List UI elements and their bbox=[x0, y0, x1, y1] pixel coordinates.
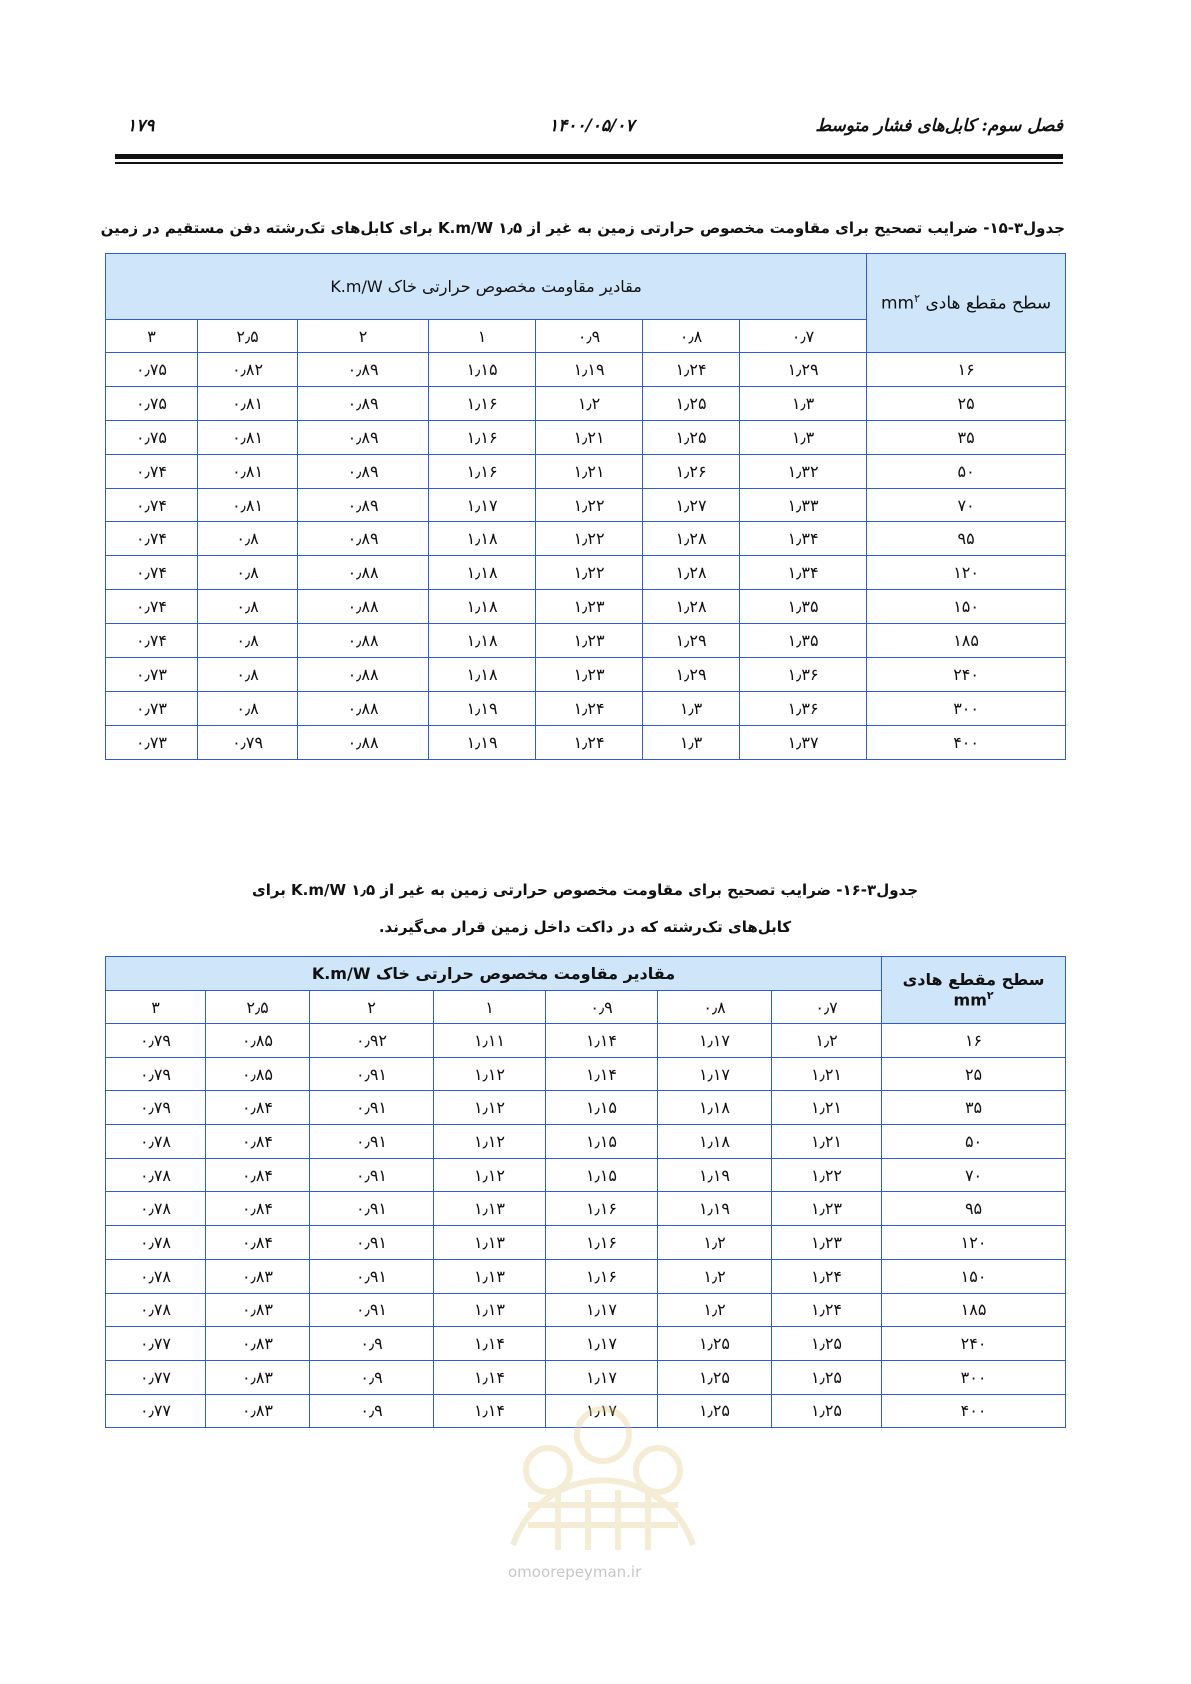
value-cell: ۱٫۳۷ bbox=[740, 725, 867, 759]
size-cell: ۷۰ bbox=[867, 488, 1066, 522]
value-cell: ۰٫۸۱ bbox=[198, 454, 298, 488]
value-cell: ۰٫۸۳ bbox=[206, 1293, 310, 1327]
page-header bbox=[115, 108, 1063, 148]
value-cell: ۱٫۳۴ bbox=[740, 522, 867, 556]
table-row bbox=[106, 1259, 1066, 1293]
value-cell: ۱٫۳۳ bbox=[740, 488, 867, 522]
value-cell: ۱٫۳ bbox=[740, 386, 867, 420]
value-cell: ۱٫۱۲ bbox=[434, 1125, 546, 1159]
size-cell: ۵۰ bbox=[867, 454, 1066, 488]
value-cell: ۱٫۱۷ bbox=[429, 488, 536, 522]
value-cell: ۱٫۱۳ bbox=[434, 1259, 546, 1293]
value-cell: ۱٫۱۸ bbox=[658, 1125, 772, 1159]
value-cell: ۰٫۸ bbox=[198, 624, 298, 658]
value-cell: ۰٫۸۹ bbox=[298, 386, 429, 420]
value-cell: ۱٫۱۵ bbox=[546, 1125, 658, 1159]
value-cell: ۰٫۷۵ bbox=[106, 420, 198, 454]
value-cell: ۱٫۲۳ bbox=[536, 624, 643, 658]
value-cell: ۱٫۱۳ bbox=[434, 1192, 546, 1226]
value-cell: ۱٫۲ bbox=[658, 1226, 772, 1260]
value-cell: ۰٫۷۷ bbox=[106, 1360, 206, 1394]
header-rule-thin bbox=[115, 162, 1063, 164]
value-cell: ۰٫۸۴ bbox=[206, 1158, 310, 1192]
value-cell: ۰٫۷۹ bbox=[106, 1057, 206, 1091]
value-cell: ۱٫۲۵ bbox=[772, 1327, 882, 1361]
value-cell: ۰٫۷۸ bbox=[106, 1293, 206, 1327]
value-cell: ۱٫۲۳ bbox=[536, 590, 643, 624]
table1-column-header: ۱ bbox=[429, 320, 536, 353]
value-cell: ۱٫۱۸ bbox=[429, 590, 536, 624]
value-cell: ۱٫۱۷ bbox=[658, 1057, 772, 1091]
table2-size-unit-sup: ۲ bbox=[986, 989, 994, 1003]
header-date: ۱۴۰۰/۰۵/۰۷ bbox=[549, 116, 635, 136]
value-cell: ۰٫۸۴ bbox=[206, 1091, 310, 1125]
table-row bbox=[106, 1024, 1066, 1058]
value-cell: ۰٫۹۱ bbox=[310, 1091, 434, 1125]
table2 bbox=[105, 956, 1066, 1428]
value-cell: ۱٫۳ bbox=[643, 691, 740, 725]
table2-column-header: ۳ bbox=[106, 991, 206, 1024]
value-cell: ۱٫۱۵ bbox=[546, 1158, 658, 1192]
value-cell: ۰٫۸۲ bbox=[198, 353, 298, 387]
value-cell: ۰٫۷۹ bbox=[106, 1091, 206, 1125]
value-cell: ۱٫۱۴ bbox=[434, 1360, 546, 1394]
value-cell: ۱٫۲۸ bbox=[643, 522, 740, 556]
value-cell: ۰٫۷۵ bbox=[106, 386, 198, 420]
size-cell: ۱۸۵ bbox=[867, 624, 1066, 658]
value-cell: ۰٫۹۱ bbox=[310, 1158, 434, 1192]
value-cell: ۰٫۸ bbox=[198, 556, 298, 590]
value-cell: ۰٫۷۴ bbox=[106, 522, 198, 556]
value-cell: ۱٫۳۵ bbox=[740, 624, 867, 658]
table-row bbox=[106, 1158, 1066, 1192]
size-cell: ۲۵ bbox=[867, 386, 1066, 420]
table2-body bbox=[106, 1024, 1066, 1428]
table-row bbox=[106, 1327, 1066, 1361]
value-cell: ۰٫۷۴ bbox=[106, 590, 198, 624]
table1-column-header: ۲٫۵ bbox=[198, 320, 298, 353]
value-cell: ۱٫۲۱ bbox=[772, 1125, 882, 1159]
value-cell: ۰٫۸۸ bbox=[298, 658, 429, 692]
value-cell: ۰٫۷۵ bbox=[106, 353, 198, 387]
value-cell: ۱٫۱۷ bbox=[546, 1327, 658, 1361]
size-cell: ۳۵ bbox=[882, 1091, 1066, 1125]
value-cell: ۱٫۱۲ bbox=[434, 1158, 546, 1192]
value-cell: ۰٫۹۲ bbox=[310, 1024, 434, 1058]
value-cell: ۱٫۱۶ bbox=[546, 1259, 658, 1293]
table2-column-header: ۱ bbox=[434, 991, 546, 1024]
value-cell: ۱٫۲۲ bbox=[536, 556, 643, 590]
size-cell: ۱۶ bbox=[867, 353, 1066, 387]
value-cell: ۰٫۸۱ bbox=[198, 488, 298, 522]
value-cell: ۱٫۲۹ bbox=[740, 353, 867, 387]
value-cell: ۰٫۷۴ bbox=[106, 556, 198, 590]
value-cell: ۱٫۱۹ bbox=[658, 1192, 772, 1226]
value-cell: ۱٫۱۷ bbox=[546, 1394, 658, 1428]
value-cell: ۱٫۲۷ bbox=[643, 488, 740, 522]
table-row bbox=[106, 691, 1066, 725]
value-cell: ۱٫۳ bbox=[740, 420, 867, 454]
value-cell: ۰٫۸۴ bbox=[206, 1125, 310, 1159]
table1-size-label: سطح مقطع هادی bbox=[925, 293, 1052, 314]
value-cell: ۱٫۱۶ bbox=[429, 454, 536, 488]
size-cell: ۹۵ bbox=[882, 1192, 1066, 1226]
value-cell: ۰٫۹ bbox=[310, 1394, 434, 1428]
value-cell: ۱٫۲۳ bbox=[772, 1192, 882, 1226]
value-cell: ۱٫۳۶ bbox=[740, 658, 867, 692]
value-cell: ۰٫۹ bbox=[310, 1327, 434, 1361]
size-cell: ۵۰ bbox=[882, 1125, 1066, 1159]
value-cell: ۱٫۲۵ bbox=[643, 386, 740, 420]
value-cell: ۰٫۹۱ bbox=[310, 1192, 434, 1226]
value-cell: ۱٫۲۱ bbox=[536, 420, 643, 454]
value-cell: ۰٫۸۳ bbox=[206, 1394, 310, 1428]
value-cell: ۰٫۹۱ bbox=[310, 1057, 434, 1091]
table-row bbox=[106, 522, 1066, 556]
table2-group-header: مقادیر مقاومت مخصوص حرارتی خاک K.m/W bbox=[106, 957, 882, 991]
value-cell: ۰٫۸۳ bbox=[206, 1327, 310, 1361]
value-cell: ۰٫۹۱ bbox=[310, 1259, 434, 1293]
table1-caption: جدول۳-۱۵- ضرایب تصحیح برای مقاومت مخصوص حرارتی زمین به غیر از K.m/W ۱٫۵ برای کابل‌های تک‌رشته دفن مستقیم در زمین bbox=[100, 219, 1065, 237]
table1-column-header: ۰٫۹ bbox=[536, 320, 643, 353]
table1-size-unit-sup: ۲ bbox=[914, 292, 921, 306]
chapter-title: فصل سوم: کابل‌های فشار متوسط bbox=[815, 116, 1063, 136]
value-cell: ۱٫۱۴ bbox=[546, 1024, 658, 1058]
value-cell: ۰٫۷۹ bbox=[198, 725, 298, 759]
table2-caption-line1: جدول۳-۱۶- ضرایب تصحیح برای مقاومت مخصوص حرارتی زمین به غیر از K.m/W ۱٫۵ برای bbox=[251, 881, 919, 899]
table1-group-header: مقادیر مقاومت مخصوص حرارتی خاک K.m/W bbox=[106, 254, 867, 320]
value-cell: ۱٫۱۸ bbox=[658, 1091, 772, 1125]
value-cell: ۰٫۹۱ bbox=[310, 1293, 434, 1327]
value-cell: ۱٫۲۹ bbox=[643, 624, 740, 658]
value-cell: ۱٫۲۱ bbox=[772, 1057, 882, 1091]
value-cell: ۰٫۸۹ bbox=[298, 488, 429, 522]
table2-size-label: سطح مقطع هادی bbox=[902, 970, 1045, 990]
value-cell: ۰٫۷۳ bbox=[106, 658, 198, 692]
table-row bbox=[106, 488, 1066, 522]
table-row bbox=[106, 1226, 1066, 1260]
table-row bbox=[106, 420, 1066, 454]
value-cell: ۱٫۱۶ bbox=[546, 1192, 658, 1226]
value-cell: ۰٫۸۹ bbox=[298, 522, 429, 556]
value-cell: ۱٫۱۷ bbox=[658, 1024, 772, 1058]
size-cell: ۷۰ bbox=[882, 1158, 1066, 1192]
value-cell: ۱٫۲۳ bbox=[536, 658, 643, 692]
value-cell: ۰٫۸ bbox=[198, 590, 298, 624]
table2-column-header: ۰٫۸ bbox=[658, 991, 772, 1024]
value-cell: ۱٫۲۳ bbox=[772, 1226, 882, 1260]
table1-column-header: ۳ bbox=[106, 320, 198, 353]
size-cell: ۴۰۰ bbox=[867, 725, 1066, 759]
value-cell: ۱٫۱۳ bbox=[434, 1226, 546, 1260]
value-cell: ۱٫۱۹ bbox=[429, 691, 536, 725]
size-cell: ۲۴۰ bbox=[867, 658, 1066, 692]
value-cell: ۰٫۸ bbox=[198, 658, 298, 692]
value-cell: ۱٫۲۵ bbox=[772, 1360, 882, 1394]
value-cell: ۱٫۱۸ bbox=[429, 556, 536, 590]
value-cell: ۰٫۷۴ bbox=[106, 624, 198, 658]
value-cell: ۱٫۱۲ bbox=[434, 1091, 546, 1125]
table1-column-header: ۲ bbox=[298, 320, 429, 353]
value-cell: ۱٫۲۲ bbox=[536, 522, 643, 556]
size-cell: ۳۵ bbox=[867, 420, 1066, 454]
table-row bbox=[106, 725, 1066, 759]
table-row bbox=[106, 1293, 1066, 1327]
value-cell: ۱٫۳۶ bbox=[740, 691, 867, 725]
table-row bbox=[106, 590, 1066, 624]
value-cell: ۰٫۸۹ bbox=[298, 454, 429, 488]
table-row bbox=[106, 353, 1066, 387]
value-cell: ۱٫۳۵ bbox=[740, 590, 867, 624]
value-cell: ۱٫۲۵ bbox=[658, 1394, 772, 1428]
value-cell: ۱٫۲۸ bbox=[643, 556, 740, 590]
value-cell: ۰٫۷۴ bbox=[106, 454, 198, 488]
value-cell: ۱٫۱۶ bbox=[429, 386, 536, 420]
value-cell: ۰٫۸ bbox=[198, 691, 298, 725]
table-row bbox=[106, 658, 1066, 692]
size-cell: ۳۰۰ bbox=[882, 1360, 1066, 1394]
value-cell: ۰٫۷۸ bbox=[106, 1226, 206, 1260]
value-cell: ۰٫۸۸ bbox=[298, 691, 429, 725]
value-cell: ۱٫۲ bbox=[536, 386, 643, 420]
table1-size-unit: mm bbox=[881, 293, 915, 314]
value-cell: ۰٫۸۱ bbox=[198, 420, 298, 454]
value-cell: ۱٫۲۴ bbox=[772, 1259, 882, 1293]
value-cell: ۰٫۹۱ bbox=[310, 1226, 434, 1260]
value-cell: ۰٫۸۳ bbox=[206, 1259, 310, 1293]
value-cell: ۱٫۲۴ bbox=[536, 691, 643, 725]
value-cell: ۱٫۲۴ bbox=[643, 353, 740, 387]
value-cell: ۱٫۲۲ bbox=[536, 488, 643, 522]
value-cell: ۱٫۲ bbox=[772, 1024, 882, 1058]
table-row bbox=[106, 1192, 1066, 1226]
value-cell: ۰٫۷۸ bbox=[106, 1192, 206, 1226]
size-cell: ۲۴۰ bbox=[882, 1327, 1066, 1361]
size-cell: ۱۸۵ bbox=[882, 1293, 1066, 1327]
value-cell: ۱٫۲۵ bbox=[643, 420, 740, 454]
size-cell: ۱۲۰ bbox=[882, 1226, 1066, 1260]
value-cell: ۱٫۲۲ bbox=[772, 1158, 882, 1192]
table2-column-header: ۰٫۹ bbox=[546, 991, 658, 1024]
table-row bbox=[106, 1125, 1066, 1159]
value-cell: ۰٫۸۳ bbox=[206, 1360, 310, 1394]
table2-column-header: ۲٫۵ bbox=[206, 991, 310, 1024]
value-cell: ۱٫۱۹ bbox=[658, 1158, 772, 1192]
value-cell: ۱٫۲۱ bbox=[772, 1091, 882, 1125]
table-row bbox=[106, 454, 1066, 488]
table2-size-header bbox=[882, 957, 1066, 1024]
value-cell: ۱٫۲ bbox=[658, 1259, 772, 1293]
value-cell: ۱٫۲۶ bbox=[643, 454, 740, 488]
header-rule-thick bbox=[115, 154, 1063, 159]
value-cell: ۱٫۲۴ bbox=[772, 1293, 882, 1327]
value-cell: ۰٫۷۹ bbox=[106, 1024, 206, 1058]
value-cell: ۰٫۷۴ bbox=[106, 488, 198, 522]
value-cell: ۱٫۱۹ bbox=[536, 353, 643, 387]
value-cell: ۱٫۱۵ bbox=[546, 1091, 658, 1125]
table1-column-header: ۰٫۸ bbox=[643, 320, 740, 353]
table-row bbox=[106, 556, 1066, 590]
size-cell: ۱۵۰ bbox=[867, 590, 1066, 624]
value-cell: ۱٫۱۵ bbox=[429, 353, 536, 387]
value-cell: ۱٫۱۷ bbox=[546, 1293, 658, 1327]
value-cell: ۱٫۱۴ bbox=[434, 1327, 546, 1361]
value-cell: ۰٫۸۴ bbox=[206, 1192, 310, 1226]
value-cell: ۰٫۷۸ bbox=[106, 1259, 206, 1293]
table2-column-header: ۰٫۷ bbox=[772, 991, 882, 1024]
value-cell: ۱٫۱۶ bbox=[429, 420, 536, 454]
value-cell: ۰٫۸۸ bbox=[298, 590, 429, 624]
table-row bbox=[106, 624, 1066, 658]
value-cell: ۱٫۱۱ bbox=[434, 1024, 546, 1058]
size-cell: ۱۶ bbox=[882, 1024, 1066, 1058]
value-cell: ۱٫۱۸ bbox=[429, 522, 536, 556]
value-cell: ۰٫۸۴ bbox=[206, 1226, 310, 1260]
page-number: ۱۷۹ bbox=[127, 116, 155, 136]
value-cell: ۰٫۸۹ bbox=[298, 420, 429, 454]
table2-size-unit: mm bbox=[953, 990, 987, 1010]
value-cell: ۱٫۳۲ bbox=[740, 454, 867, 488]
value-cell: ۰٫۷۷ bbox=[106, 1327, 206, 1361]
size-cell: ۴۰۰ bbox=[882, 1394, 1066, 1428]
watermark-url: omoorepeyman.ir bbox=[508, 1563, 642, 1581]
value-cell: ۰٫۹ bbox=[310, 1360, 434, 1394]
value-cell: ۰٫۷۷ bbox=[106, 1394, 206, 1428]
value-cell: ۰٫۷۳ bbox=[106, 691, 198, 725]
size-cell: ۳۰۰ bbox=[867, 691, 1066, 725]
value-cell: ۰٫۸ bbox=[198, 522, 298, 556]
value-cell: ۱٫۲۵ bbox=[658, 1327, 772, 1361]
value-cell: ۱٫۱۹ bbox=[429, 725, 536, 759]
value-cell: ۱٫۲ bbox=[658, 1293, 772, 1327]
value-cell: ۰٫۷۸ bbox=[106, 1158, 206, 1192]
value-cell: ۱٫۲۵ bbox=[658, 1360, 772, 1394]
value-cell: ۱٫۱۳ bbox=[434, 1293, 546, 1327]
value-cell: ۰٫۷۸ bbox=[106, 1125, 206, 1159]
value-cell: ۰٫۸۱ bbox=[198, 386, 298, 420]
value-cell: ۱٫۳ bbox=[643, 725, 740, 759]
value-cell: ۱٫۱۸ bbox=[429, 624, 536, 658]
value-cell: ۰٫۸۹ bbox=[298, 353, 429, 387]
value-cell: ۱٫۱۸ bbox=[429, 658, 536, 692]
value-cell: ۱٫۱۴ bbox=[434, 1394, 546, 1428]
table-row bbox=[106, 1057, 1066, 1091]
table1-column-header: ۰٫۷ bbox=[740, 320, 867, 353]
table1-body bbox=[106, 353, 1066, 760]
table1-size-header bbox=[867, 254, 1066, 353]
table-row bbox=[106, 1091, 1066, 1125]
table1 bbox=[105, 253, 1066, 760]
value-cell: ۰٫۹۱ bbox=[310, 1125, 434, 1159]
value-cell: ۰٫۸۸ bbox=[298, 725, 429, 759]
value-cell: ۱٫۲۸ bbox=[643, 590, 740, 624]
value-cell: ۱٫۲۱ bbox=[536, 454, 643, 488]
size-cell: ۲۵ bbox=[882, 1057, 1066, 1091]
value-cell: ۰٫۸۸ bbox=[298, 624, 429, 658]
size-cell: ۱۲۰ bbox=[867, 556, 1066, 590]
value-cell: ۱٫۲۴ bbox=[536, 725, 643, 759]
value-cell: ۰٫۸۸ bbox=[298, 556, 429, 590]
value-cell: ۱٫۱۶ bbox=[546, 1226, 658, 1260]
table2-column-header: ۲ bbox=[310, 991, 434, 1024]
watermark-logo bbox=[488, 1375, 718, 1555]
table2-caption-line2: کابل‌های تک‌رشته که در داکت داخل زمین قرار می‌گیرند. bbox=[378, 918, 792, 936]
value-cell: ۱٫۱۷ bbox=[546, 1360, 658, 1394]
value-cell: ۱٫۲۵ bbox=[772, 1394, 882, 1428]
size-cell: ۱۵۰ bbox=[882, 1259, 1066, 1293]
value-cell: ۱٫۲۹ bbox=[643, 658, 740, 692]
size-cell: ۹۵ bbox=[867, 522, 1066, 556]
value-cell: ۱٫۱۲ bbox=[434, 1057, 546, 1091]
table-row bbox=[106, 386, 1066, 420]
value-cell: ۰٫۷۳ bbox=[106, 725, 198, 759]
value-cell: ۰٫۸۵ bbox=[206, 1057, 310, 1091]
value-cell: ۰٫۸۵ bbox=[206, 1024, 310, 1058]
value-cell: ۱٫۳۴ bbox=[740, 556, 867, 590]
value-cell: ۱٫۱۴ bbox=[546, 1057, 658, 1091]
